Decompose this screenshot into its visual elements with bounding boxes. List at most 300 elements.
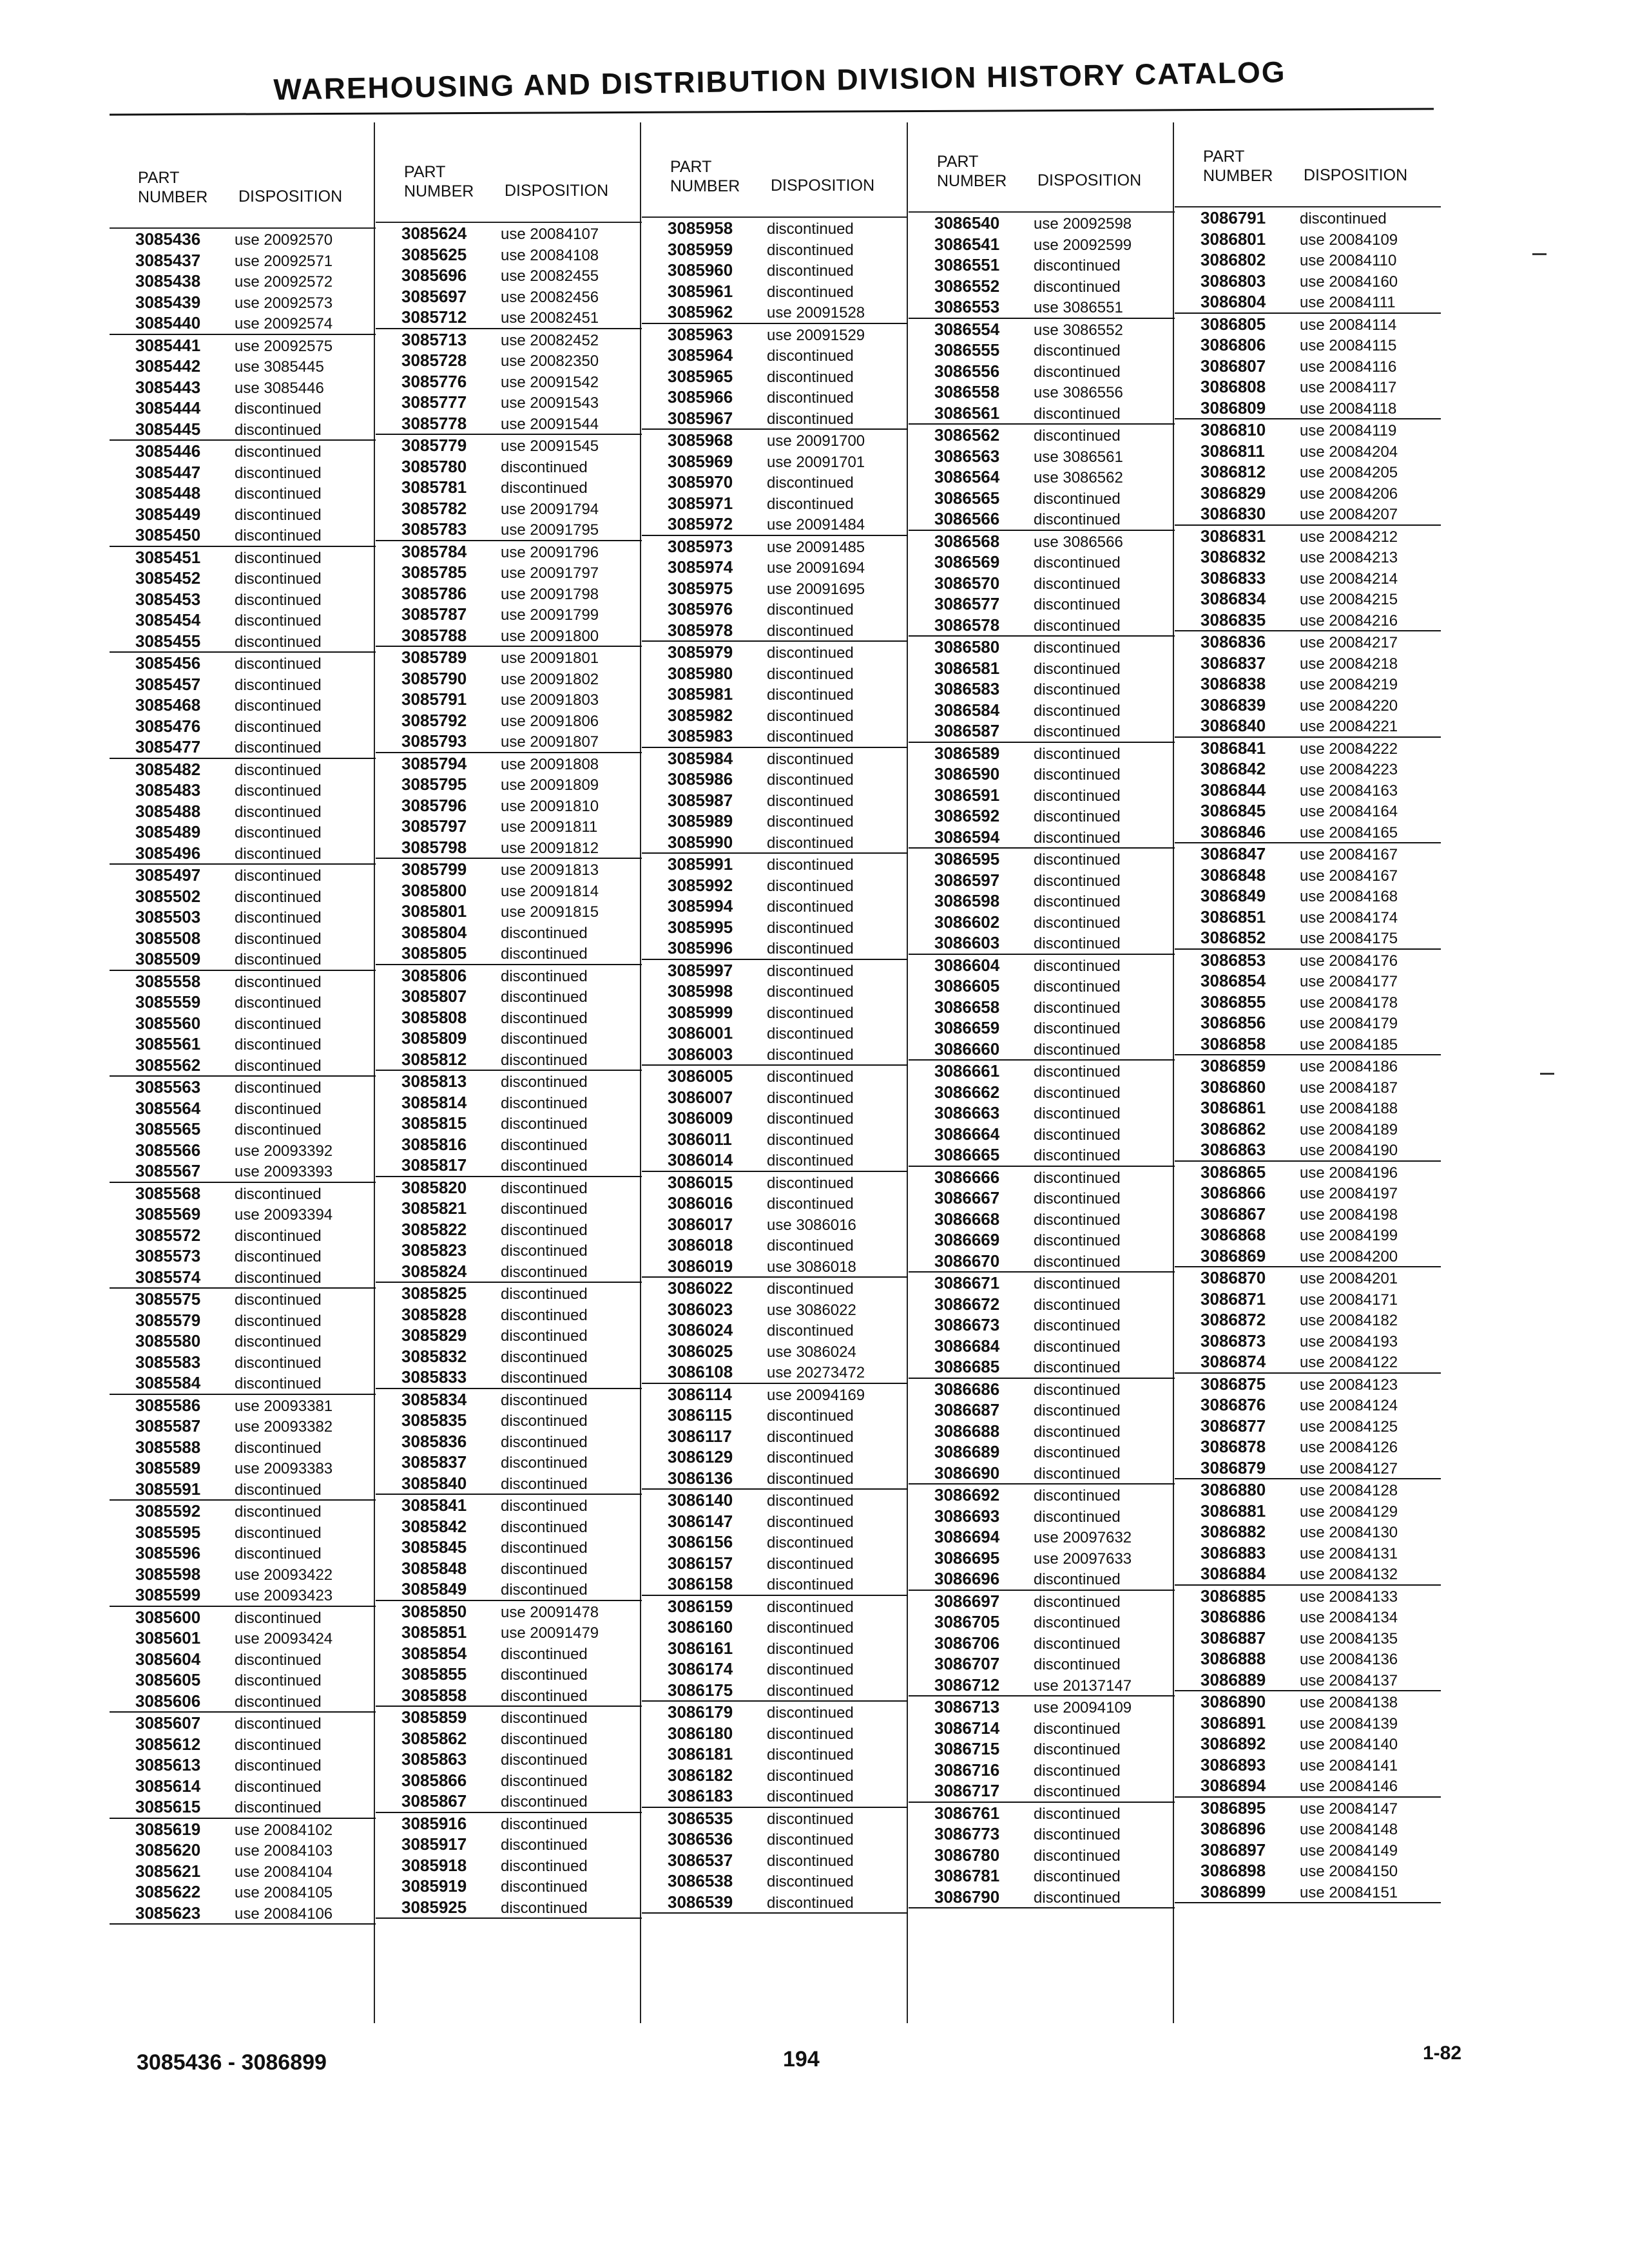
part-number: 3086810	[1200, 420, 1266, 439]
part-number: 3086870	[1200, 1268, 1266, 1287]
part-number: 3085619	[135, 1819, 201, 1839]
part-number: 3085998	[668, 981, 733, 1001]
table-row	[110, 1437, 376, 1458]
disposition: discontinued	[501, 1200, 588, 1218]
catalog-column-1	[110, 132, 376, 2026]
table-row	[110, 1881, 376, 1903]
table-row	[1175, 1733, 1441, 1754]
disposition: discontinued	[1034, 257, 1121, 274]
disposition: discontinued	[235, 1227, 322, 1245]
disposition: discontinued	[767, 898, 854, 916]
disposition: discontinued	[235, 1693, 322, 1711]
table-row	[110, 843, 376, 865]
table-row	[1175, 780, 1441, 801]
part-number: 3085989	[668, 811, 733, 831]
disposition: use 20092575	[235, 337, 333, 355]
disposition: use 20084140	[1300, 1736, 1398, 1753]
disposition: discontinued	[1034, 1741, 1121, 1758]
disposition: discontinued	[501, 1581, 588, 1599]
table-row	[1175, 1479, 1441, 1501]
disposition: use 20091529	[767, 326, 865, 344]
table-row	[110, 1204, 376, 1225]
disposition: discontinued	[235, 1481, 322, 1499]
table-row	[1175, 588, 1441, 610]
part-number: 3086658	[934, 997, 1000, 1017]
table-row	[909, 531, 1175, 552]
table-row	[909, 720, 1175, 743]
disposition: discontinued	[235, 549, 322, 567]
column-rows	[1175, 207, 1441, 1903]
part-number: 3085441	[135, 335, 201, 355]
part-number: 3086025	[668, 1341, 733, 1361]
disposition: discontinued	[767, 622, 854, 640]
table-row	[909, 552, 1175, 573]
table-row	[376, 1855, 642, 1876]
table-row	[110, 1267, 376, 1289]
table-row	[110, 1183, 376, 1204]
part-number: 3085986	[668, 769, 733, 789]
table-row	[642, 260, 908, 281]
disposition: discontinued	[767, 919, 854, 937]
part-number: 3086885	[1200, 1586, 1266, 1606]
table-row	[1175, 1501, 1441, 1522]
part-number: 3085807	[401, 986, 467, 1006]
part-number: 3086584	[934, 700, 1000, 720]
table-row	[909, 1421, 1175, 1442]
disposition-header: DISPOSITION	[238, 187, 343, 206]
part-number: 3086894	[1200, 1776, 1266, 1795]
disposition: use 3086552	[1034, 321, 1123, 339]
disposition-header: DISPOSITION	[1304, 166, 1408, 184]
disposition: use 20091799	[501, 606, 599, 624]
disposition: use 3086562	[1034, 469, 1123, 486]
part-number: 3085841	[401, 1495, 467, 1515]
disposition: use 20091810	[501, 797, 599, 815]
table-row	[1175, 207, 1441, 229]
disposition: discontinued	[767, 389, 854, 407]
part-number: 3086570	[934, 573, 1000, 593]
table-row	[642, 1299, 908, 1320]
table-row	[1175, 1713, 1441, 1734]
table-row	[376, 1473, 642, 1495]
table-row	[642, 514, 908, 536]
part-number: 3086862	[1200, 1119, 1266, 1139]
disposition: use 20093423	[235, 1587, 333, 1604]
column-rows	[642, 218, 908, 1914]
part-number: 3086022	[668, 1278, 733, 1298]
table-row	[1175, 1139, 1441, 1162]
disposition: use 20084105	[235, 1884, 333, 1901]
disposition: discontinued	[767, 940, 854, 957]
part-number: 3085483	[135, 780, 201, 800]
disposition: use 20091815	[501, 903, 599, 921]
disposition: discontinued	[1034, 1487, 1121, 1504]
table-row	[909, 1336, 1175, 1357]
part-number: 3085974	[668, 557, 733, 577]
part-number: 3085445	[135, 419, 201, 439]
part-number: 3086540	[934, 213, 1000, 233]
part-number: 3086157	[668, 1553, 733, 1573]
footer-page-number: 194	[783, 2047, 820, 2071]
table-row	[909, 1124, 1175, 1145]
part-number: 3086859	[1200, 1056, 1266, 1075]
disposition: discontinued	[1034, 1635, 1121, 1653]
table-row	[642, 1405, 908, 1426]
disposition: use 20091795	[501, 521, 599, 539]
part-number: 3085809	[401, 1028, 467, 1048]
table-row	[909, 1568, 1175, 1591]
table-row	[110, 736, 376, 759]
part-number: 3085845	[401, 1537, 467, 1557]
number-header-text: NUMBER	[138, 188, 208, 206]
part-header-text: PART	[1203, 148, 1245, 166]
disposition: use 3086566	[1034, 533, 1123, 551]
part-number: 3086717	[934, 1781, 1000, 1800]
part-number: 3086835	[1200, 610, 1266, 629]
part-number: 3085786	[401, 583, 467, 603]
table-row	[110, 1840, 376, 1861]
disposition: discontinued	[501, 988, 588, 1006]
disposition: discontinued	[1034, 957, 1121, 975]
table-row	[909, 488, 1175, 509]
part-number: 3085959	[668, 239, 733, 259]
table-row	[1175, 1245, 1441, 1268]
disposition: discontinued	[235, 1248, 322, 1265]
table-row	[642, 1087, 908, 1108]
table-row	[110, 1331, 376, 1352]
disposition: discontinued	[1034, 1275, 1121, 1293]
disposition: use 20091796	[501, 543, 599, 561]
disposition: use 20091812	[501, 839, 599, 857]
table-row	[1175, 1374, 1441, 1395]
disposition: use 20084125	[1300, 1418, 1398, 1436]
table-row	[110, 1077, 376, 1098]
table-row	[376, 647, 642, 668]
number-header-text: NUMBER	[937, 172, 1007, 190]
table-row	[376, 1198, 642, 1219]
part-number: 3086890	[1200, 1692, 1266, 1711]
table-row	[110, 271, 376, 292]
disposition: use 20084147	[1300, 1800, 1398, 1818]
part-number: 3086661	[934, 1061, 1000, 1081]
disposition: use 20091528	[767, 304, 865, 322]
part-number: 3085787	[401, 604, 467, 624]
table-row	[376, 922, 642, 943]
part-number: 3086855	[1200, 992, 1266, 1012]
part-number: 3086553	[934, 297, 1000, 316]
part-number: 3085438	[135, 271, 201, 291]
disposition: discontinued	[1034, 851, 1121, 869]
part-number: 3085569	[135, 1204, 201, 1224]
table-row	[1175, 249, 1441, 271]
part-number: 3085712	[401, 307, 467, 327]
table-row	[110, 1013, 376, 1034]
disposition: discontinued	[767, 1661, 854, 1678]
disposition: use 20084133	[1300, 1588, 1398, 1606]
part-number: 3085962	[668, 302, 733, 322]
part-number: 3085918	[401, 1855, 467, 1875]
part-number: 3086686	[934, 1379, 1000, 1399]
disposition: discontinued	[235, 739, 322, 756]
table-row	[909, 827, 1175, 849]
table-row	[642, 790, 908, 811]
table-row	[1175, 843, 1441, 865]
part-number: 3085453	[135, 589, 201, 609]
disposition: use 20084175	[1300, 930, 1398, 947]
table-row	[376, 1601, 642, 1622]
disposition: use 20084127	[1300, 1459, 1398, 1477]
number-header-text: NUMBER	[1203, 167, 1273, 185]
table-row	[1175, 1309, 1441, 1331]
part-number: 3085623	[135, 1903, 201, 1923]
disposition: use 20084134	[1300, 1609, 1398, 1626]
table-row	[909, 678, 1175, 700]
disposition: discontinued	[767, 601, 854, 619]
part-number: 3086849	[1200, 886, 1266, 905]
part-number: 3086687	[934, 1400, 1000, 1419]
table-row	[376, 710, 642, 731]
part-number: 3086833	[1200, 568, 1266, 588]
table-row	[642, 1172, 908, 1193]
part-number: 3085565	[135, 1119, 201, 1139]
disposition: discontinued	[767, 1852, 854, 1870]
part-number: 3086877	[1200, 1416, 1266, 1436]
disposition: use 20084146	[1300, 1778, 1398, 1795]
table-row	[642, 387, 908, 408]
table-row	[1175, 271, 1441, 292]
part-number: 3085489	[135, 822, 201, 841]
part-number: 3085440	[135, 313, 201, 332]
part-number: 3085813	[401, 1072, 467, 1091]
disposition: discontinued	[1034, 490, 1121, 508]
table-row	[642, 599, 908, 620]
table-row	[1175, 1521, 1441, 1542]
part-number: 3086015	[668, 1172, 733, 1192]
part-number: 3086836	[1200, 632, 1266, 651]
table-row	[376, 329, 642, 351]
disposition: discontinued	[1034, 829, 1121, 847]
table-row	[376, 1495, 642, 1516]
disposition: use 20092570	[235, 231, 333, 249]
part-number: 3085958	[668, 218, 733, 238]
table-row	[909, 1845, 1175, 1866]
table-row	[110, 1245, 376, 1267]
table-row	[1175, 1881, 1441, 1904]
disposition: discontinued	[767, 220, 854, 238]
table-row	[110, 1501, 376, 1522]
part-number: 3086830	[1200, 504, 1266, 523]
table-row	[642, 1023, 908, 1044]
disposition: discontinued	[501, 1306, 588, 1324]
part-number: 3086866	[1200, 1183, 1266, 1202]
part-number: 3085795	[401, 774, 467, 794]
part-number: 3086713	[934, 1697, 1000, 1716]
disposition: discontinued	[501, 1369, 588, 1387]
part-number: 3085867	[401, 1791, 467, 1811]
part-number: 3086882	[1200, 1522, 1266, 1541]
table-row	[642, 345, 908, 366]
table-row	[1175, 1267, 1441, 1289]
disposition: discontinued	[1034, 766, 1121, 783]
table-row	[376, 392, 642, 413]
disposition: discontinued	[501, 1157, 588, 1175]
table-row	[1175, 1012, 1441, 1033]
table-row	[376, 541, 642, 562]
part-number: 3086846	[1200, 822, 1266, 841]
table-row	[1175, 1119, 1441, 1140]
disposition: discontinued	[1034, 1868, 1121, 1885]
table-row	[110, 524, 376, 547]
part-number: 3085862	[401, 1728, 467, 1748]
table-row	[110, 1372, 376, 1395]
part-number: 3086891	[1200, 1713, 1266, 1733]
disposition: use 20084107	[501, 226, 599, 243]
table-row	[1175, 441, 1441, 462]
table-row	[909, 870, 1175, 891]
table-row	[1175, 758, 1441, 780]
table-row	[909, 1144, 1175, 1167]
part-number: 3085848	[401, 1558, 467, 1578]
table-row	[110, 928, 376, 949]
disposition: discontinued	[501, 1815, 588, 1833]
part-number: 3086845	[1200, 801, 1266, 820]
table-row	[1175, 822, 1441, 844]
disposition: discontinued	[501, 945, 588, 963]
disposition: discontinued	[235, 1015, 322, 1033]
disposition: discontinued	[501, 458, 588, 476]
disposition: use 20084149	[1300, 1841, 1398, 1860]
part-number: 3085816	[401, 1134, 467, 1154]
part-number: 3086853	[1200, 950, 1266, 970]
part-number: 3086591	[934, 785, 1000, 805]
disposition: use 20084177	[1300, 973, 1398, 990]
part-number: 3086671	[934, 1273, 1000, 1293]
part-number: 3086160	[668, 1617, 733, 1637]
table-row	[642, 218, 908, 239]
part-number: 3086898	[1200, 1861, 1266, 1880]
part-number: 3086761	[934, 1803, 1000, 1823]
table-row	[110, 462, 376, 483]
table-row	[642, 324, 908, 345]
disposition: use 20084103	[235, 1842, 333, 1860]
part-number: 3086803	[1200, 271, 1266, 291]
part-number: 3086018	[668, 1235, 733, 1254]
disposition: discontinued	[501, 1518, 588, 1536]
part-number: 3085798	[401, 837, 467, 857]
part-number: 3086003	[668, 1044, 733, 1064]
part-number: 3086568	[934, 531, 1000, 551]
part-number: 3085468	[135, 695, 201, 715]
table-row	[909, 234, 1175, 255]
disposition: use 20091814	[501, 882, 599, 900]
part-number: 3085447	[135, 462, 201, 482]
table-row	[909, 615, 1175, 637]
part-number: 3085916	[401, 1813, 467, 1833]
table-row	[376, 795, 642, 816]
part-number: 3086595	[934, 849, 1000, 869]
disposition: use 20084171	[1300, 1291, 1398, 1309]
disposition: discontinued	[1034, 1826, 1121, 1843]
table-row	[376, 519, 642, 541]
part-number: 3085604	[135, 1649, 201, 1669]
part-number: 3086685	[934, 1357, 1000, 1376]
table-row	[376, 1707, 642, 1728]
disposition: discontinued	[501, 1475, 588, 1493]
table-row	[642, 1638, 908, 1659]
disposition: use 3085445	[235, 358, 324, 376]
part-number: 3086672	[934, 1294, 1000, 1314]
table-row	[110, 1776, 376, 1797]
disposition: use 20084221	[1300, 718, 1398, 735]
disposition: discontinued	[1034, 935, 1121, 952]
table-row	[909, 1273, 1175, 1294]
table-row	[642, 1490, 908, 1511]
part-number: 3086598	[934, 891, 1000, 910]
table-row	[110, 1691, 376, 1713]
part-number: 3086659	[934, 1018, 1000, 1037]
table-row	[110, 1584, 376, 1607]
table-row	[376, 1749, 642, 1770]
column-header	[642, 121, 908, 218]
disposition: discontinued	[767, 1492, 854, 1510]
part-number: 3085964	[668, 345, 733, 365]
disposition: use 20091694	[767, 559, 865, 577]
table-row	[110, 971, 376, 992]
footer-section-number: 1-82	[1423, 2042, 1462, 2064]
part-number: 3086603	[934, 933, 1000, 952]
table-row	[376, 965, 642, 986]
table-row	[642, 536, 908, 557]
table-row	[909, 1526, 1175, 1548]
part-number: 3086577	[934, 594, 1000, 613]
part-number: 3086697	[934, 1591, 1000, 1611]
part-number: 3086858	[1200, 1033, 1266, 1053]
part-number: 3086844	[1200, 780, 1266, 800]
disposition: discontinued	[235, 994, 322, 1012]
disposition: use 20084160	[1300, 273, 1398, 291]
table-row	[909, 1441, 1175, 1463]
disposition: use 20084199	[1300, 1227, 1398, 1244]
table-row	[642, 875, 908, 896]
part-number: 3086564	[934, 467, 1000, 486]
disposition: use 20084117	[1300, 379, 1397, 396]
disposition: use 20082350	[501, 352, 599, 370]
table-row	[376, 1092, 642, 1113]
disposition: discontinued	[235, 421, 322, 439]
table-row	[909, 1887, 1175, 1909]
part-number: 3086117	[668, 1426, 732, 1446]
disposition: use 20084139	[1300, 1715, 1398, 1733]
part-number: 3086005	[668, 1066, 733, 1086]
part-number: 3086781	[934, 1866, 1000, 1885]
disposition: discontinued	[1034, 1444, 1121, 1461]
disposition: discontinued	[767, 728, 854, 745]
disposition: use 20091811	[501, 818, 598, 836]
part-number: 3086896	[1200, 1819, 1266, 1838]
part-number: 3086692	[934, 1485, 1000, 1504]
part-number: 3085612	[135, 1734, 201, 1754]
part-number: 3086014	[668, 1150, 733, 1169]
disposition: discontinued	[1034, 1296, 1121, 1314]
disposition: discontinued	[1034, 1359, 1121, 1376]
disposition: use 20084185	[1300, 1035, 1398, 1053]
part-number: 3086535	[668, 1808, 733, 1828]
table-row	[376, 1113, 642, 1134]
table-row	[376, 668, 642, 689]
part-number: 3085863	[401, 1749, 467, 1769]
table-row	[909, 1633, 1175, 1654]
part-number: 3085591	[135, 1479, 201, 1499]
